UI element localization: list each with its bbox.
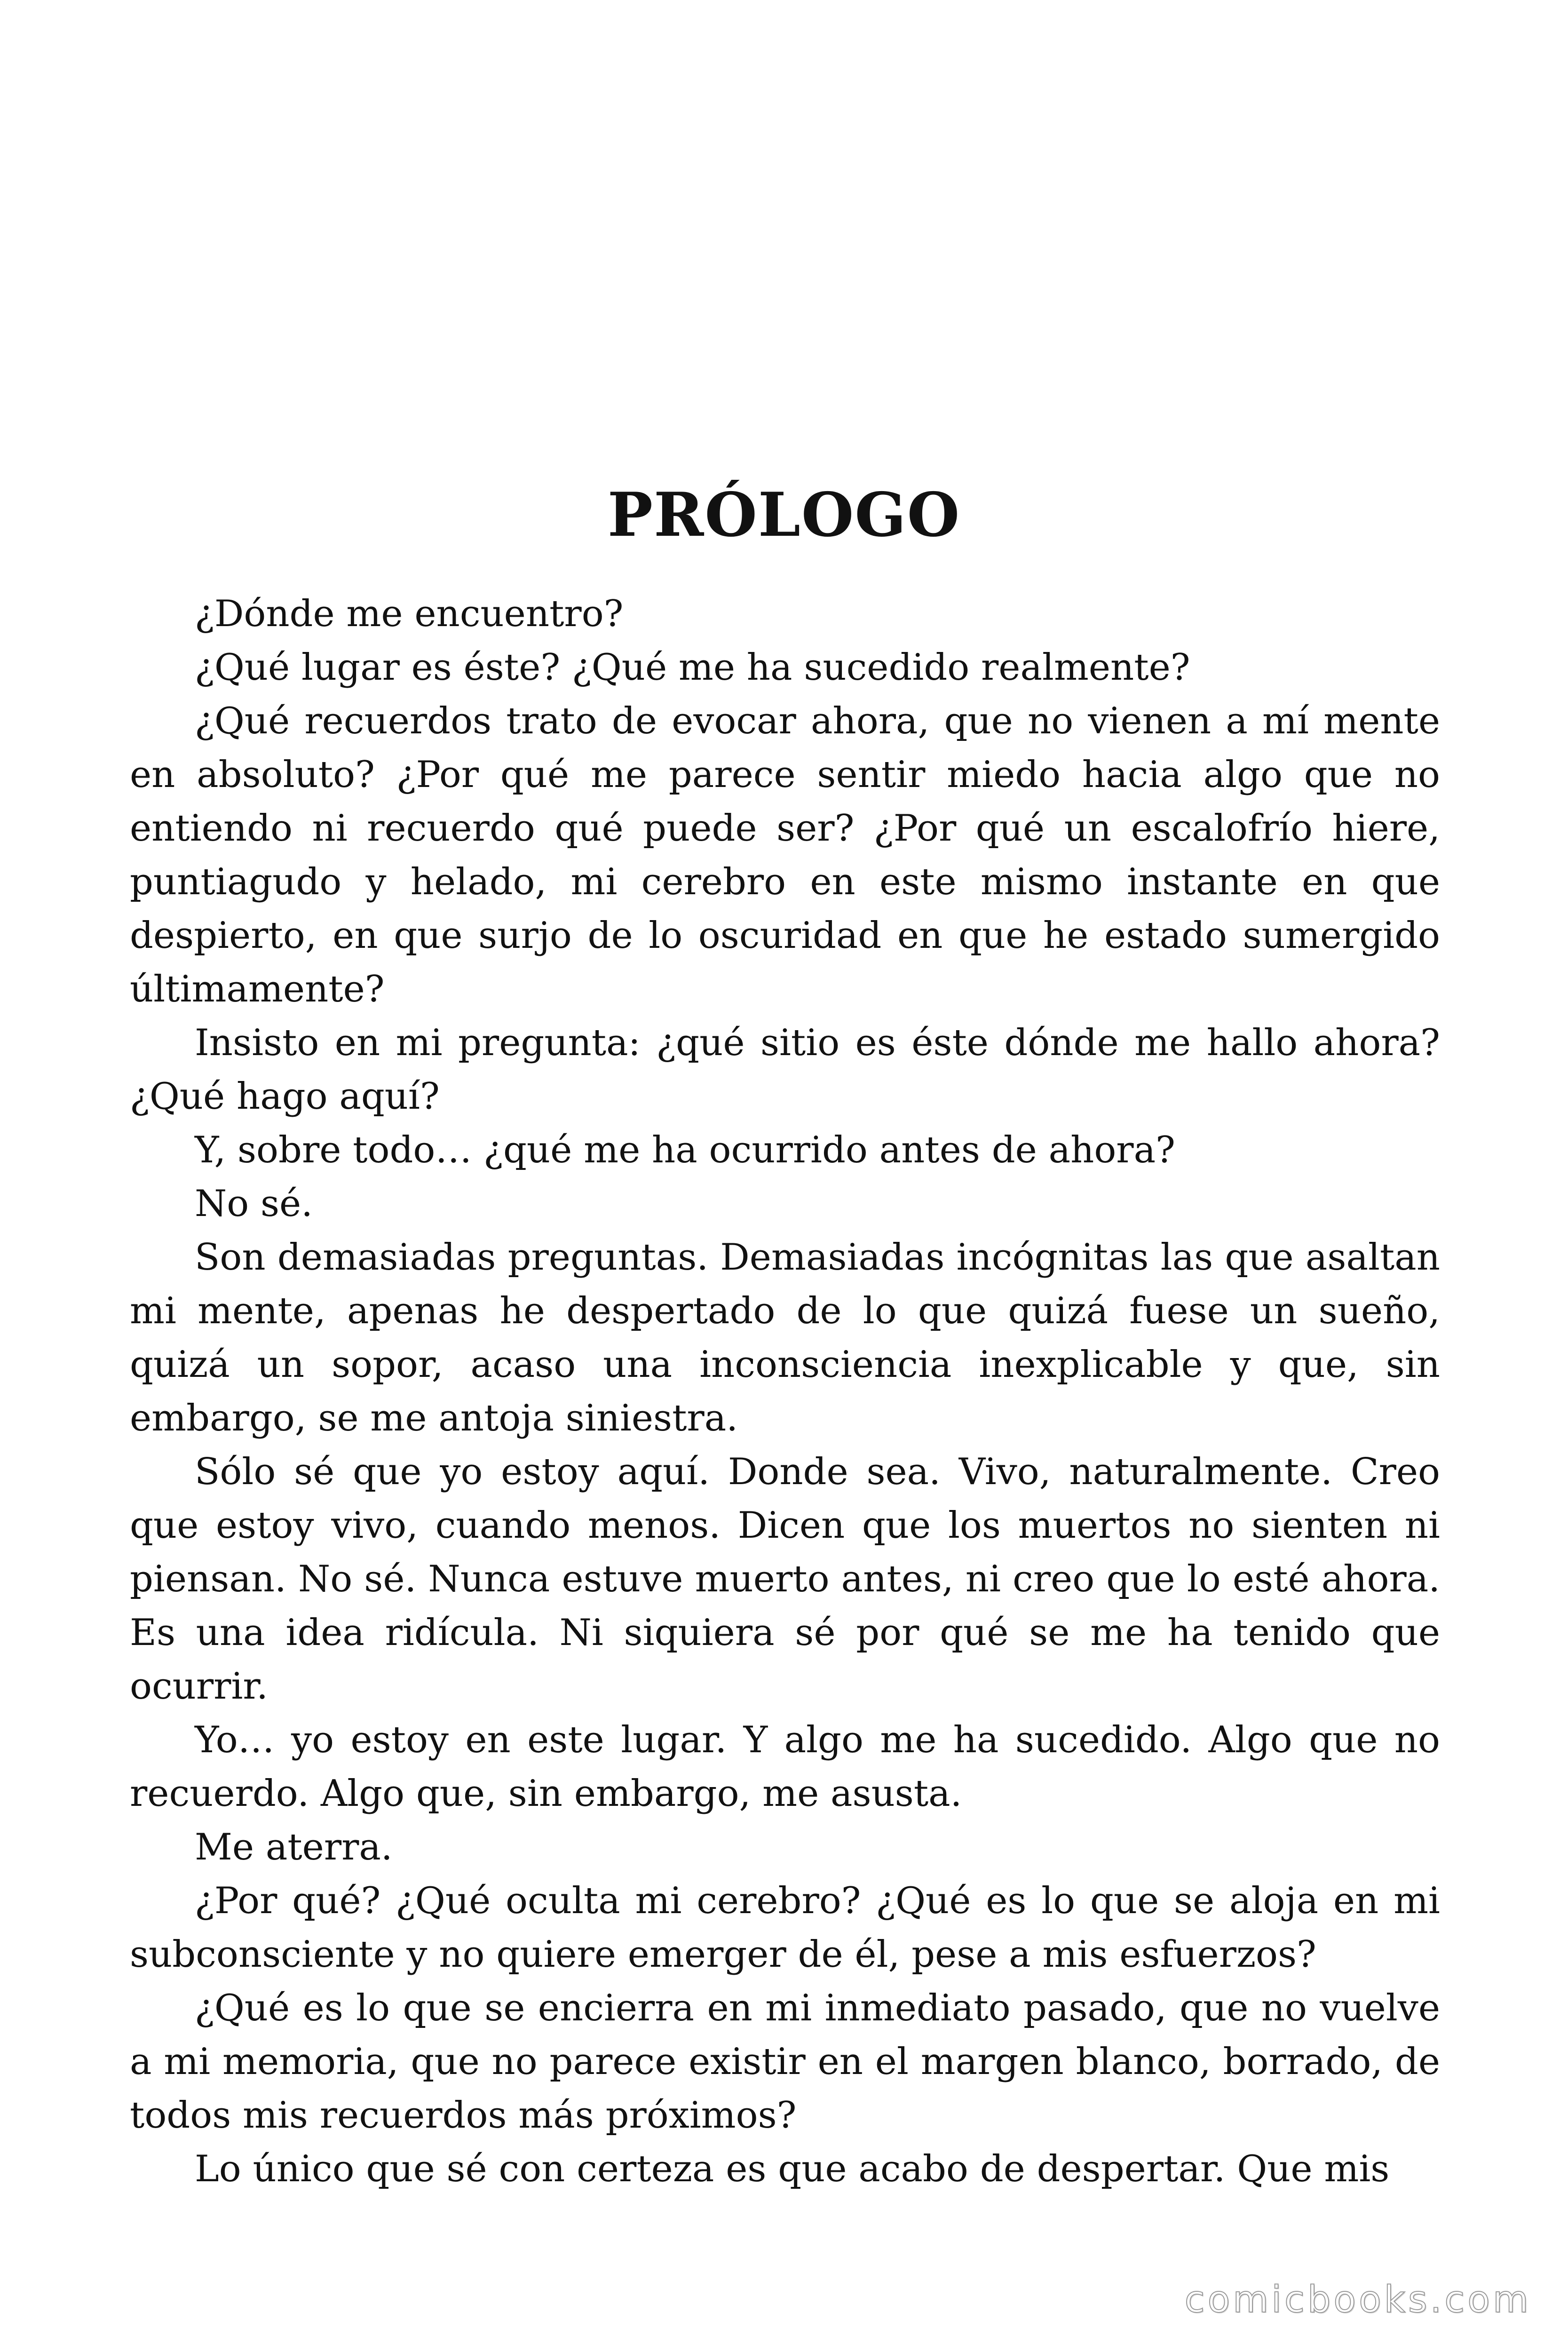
- paragraph: ¿Qué lugar es éste? ¿Qué me ha sucedido realmente?: [195, 646, 1190, 689]
- paragraph: Son demasiadas preguntas. Demasiadas incógnitas las que asaltan mi mente, apenas he despertado de lo que quizá fuese un sueño, quizá un sopor, acaso una inconsciencia inexplicable y que, sin embargo, se me antoja siniestra.: [130, 1236, 1440, 1439]
- paragraph: Insisto en mi pregunta: ¿qué sitio es éste dónde me hallo ahora? ¿Qué hago aquí?: [130, 1022, 1440, 1118]
- paragraph: Y, sobre todo… ¿qué me ha ocurrido antes de ahora?: [195, 1129, 1175, 1171]
- paragraph: Lo único que sé con certeza es que acabo de despertar. Que mis: [195, 2148, 1390, 2190]
- paragraph: Yo… yo estoy en este lugar. Y algo me ha sucedido. Algo que no recuerdo. Algo que, sin embargo, me asusta.: [130, 1719, 1440, 1815]
- paragraph: No sé.: [195, 1183, 313, 1225]
- paragraph: ¿Qué es lo que se encierra en mi inmediato pasado, que no vuelve a mi memoria, que no parece existir en el margen blanco, borrado, de todos mis recuerdos más próximos?: [130, 1987, 1440, 2137]
- paragraph: Me aterra.: [195, 1826, 393, 1868]
- chapter-title: PRÓLOGO: [607, 479, 961, 550]
- body-text: [130, 587, 1440, 2196]
- paragraph: ¿Dónde me encuentro?: [195, 593, 624, 635]
- watermark: comicbooks.com: [1184, 2279, 1531, 2321]
- paragraph: ¿Por qué? ¿Qué oculta mi cerebro? ¿Qué es lo que se aloja en mi subconsciente y no quiere emerger de él, pese a mis esfuerzos?: [130, 1880, 1440, 1976]
- paragraph: Sólo sé que yo estoy aquí. Donde sea. Vivo, naturalmente. Creo que estoy vivo, cuando menos. Dicen que los muertos no sienten ni piensan. No sé. Nunca estuve muerto antes, ni creo que lo esté ahora. Es una idea ridícula. Ni siquiera sé por qué se me ha tenido que ocurrir.: [130, 1451, 1440, 1708]
- paragraph: ¿Qué recuerdos trato de evocar ahora, que no vienen a mí mente en absoluto? ¿Por qué me parece sentir miedo hacia algo que no entiendo ni recuerdo qué puede ser? ¿Por qué un escalofrío hiere, puntiagudo y helado, mi cerebro en este mismo instante en que despierto, en que surjo de lo oscuridad en que he estado sumergido últimamente?: [130, 700, 1440, 1010]
